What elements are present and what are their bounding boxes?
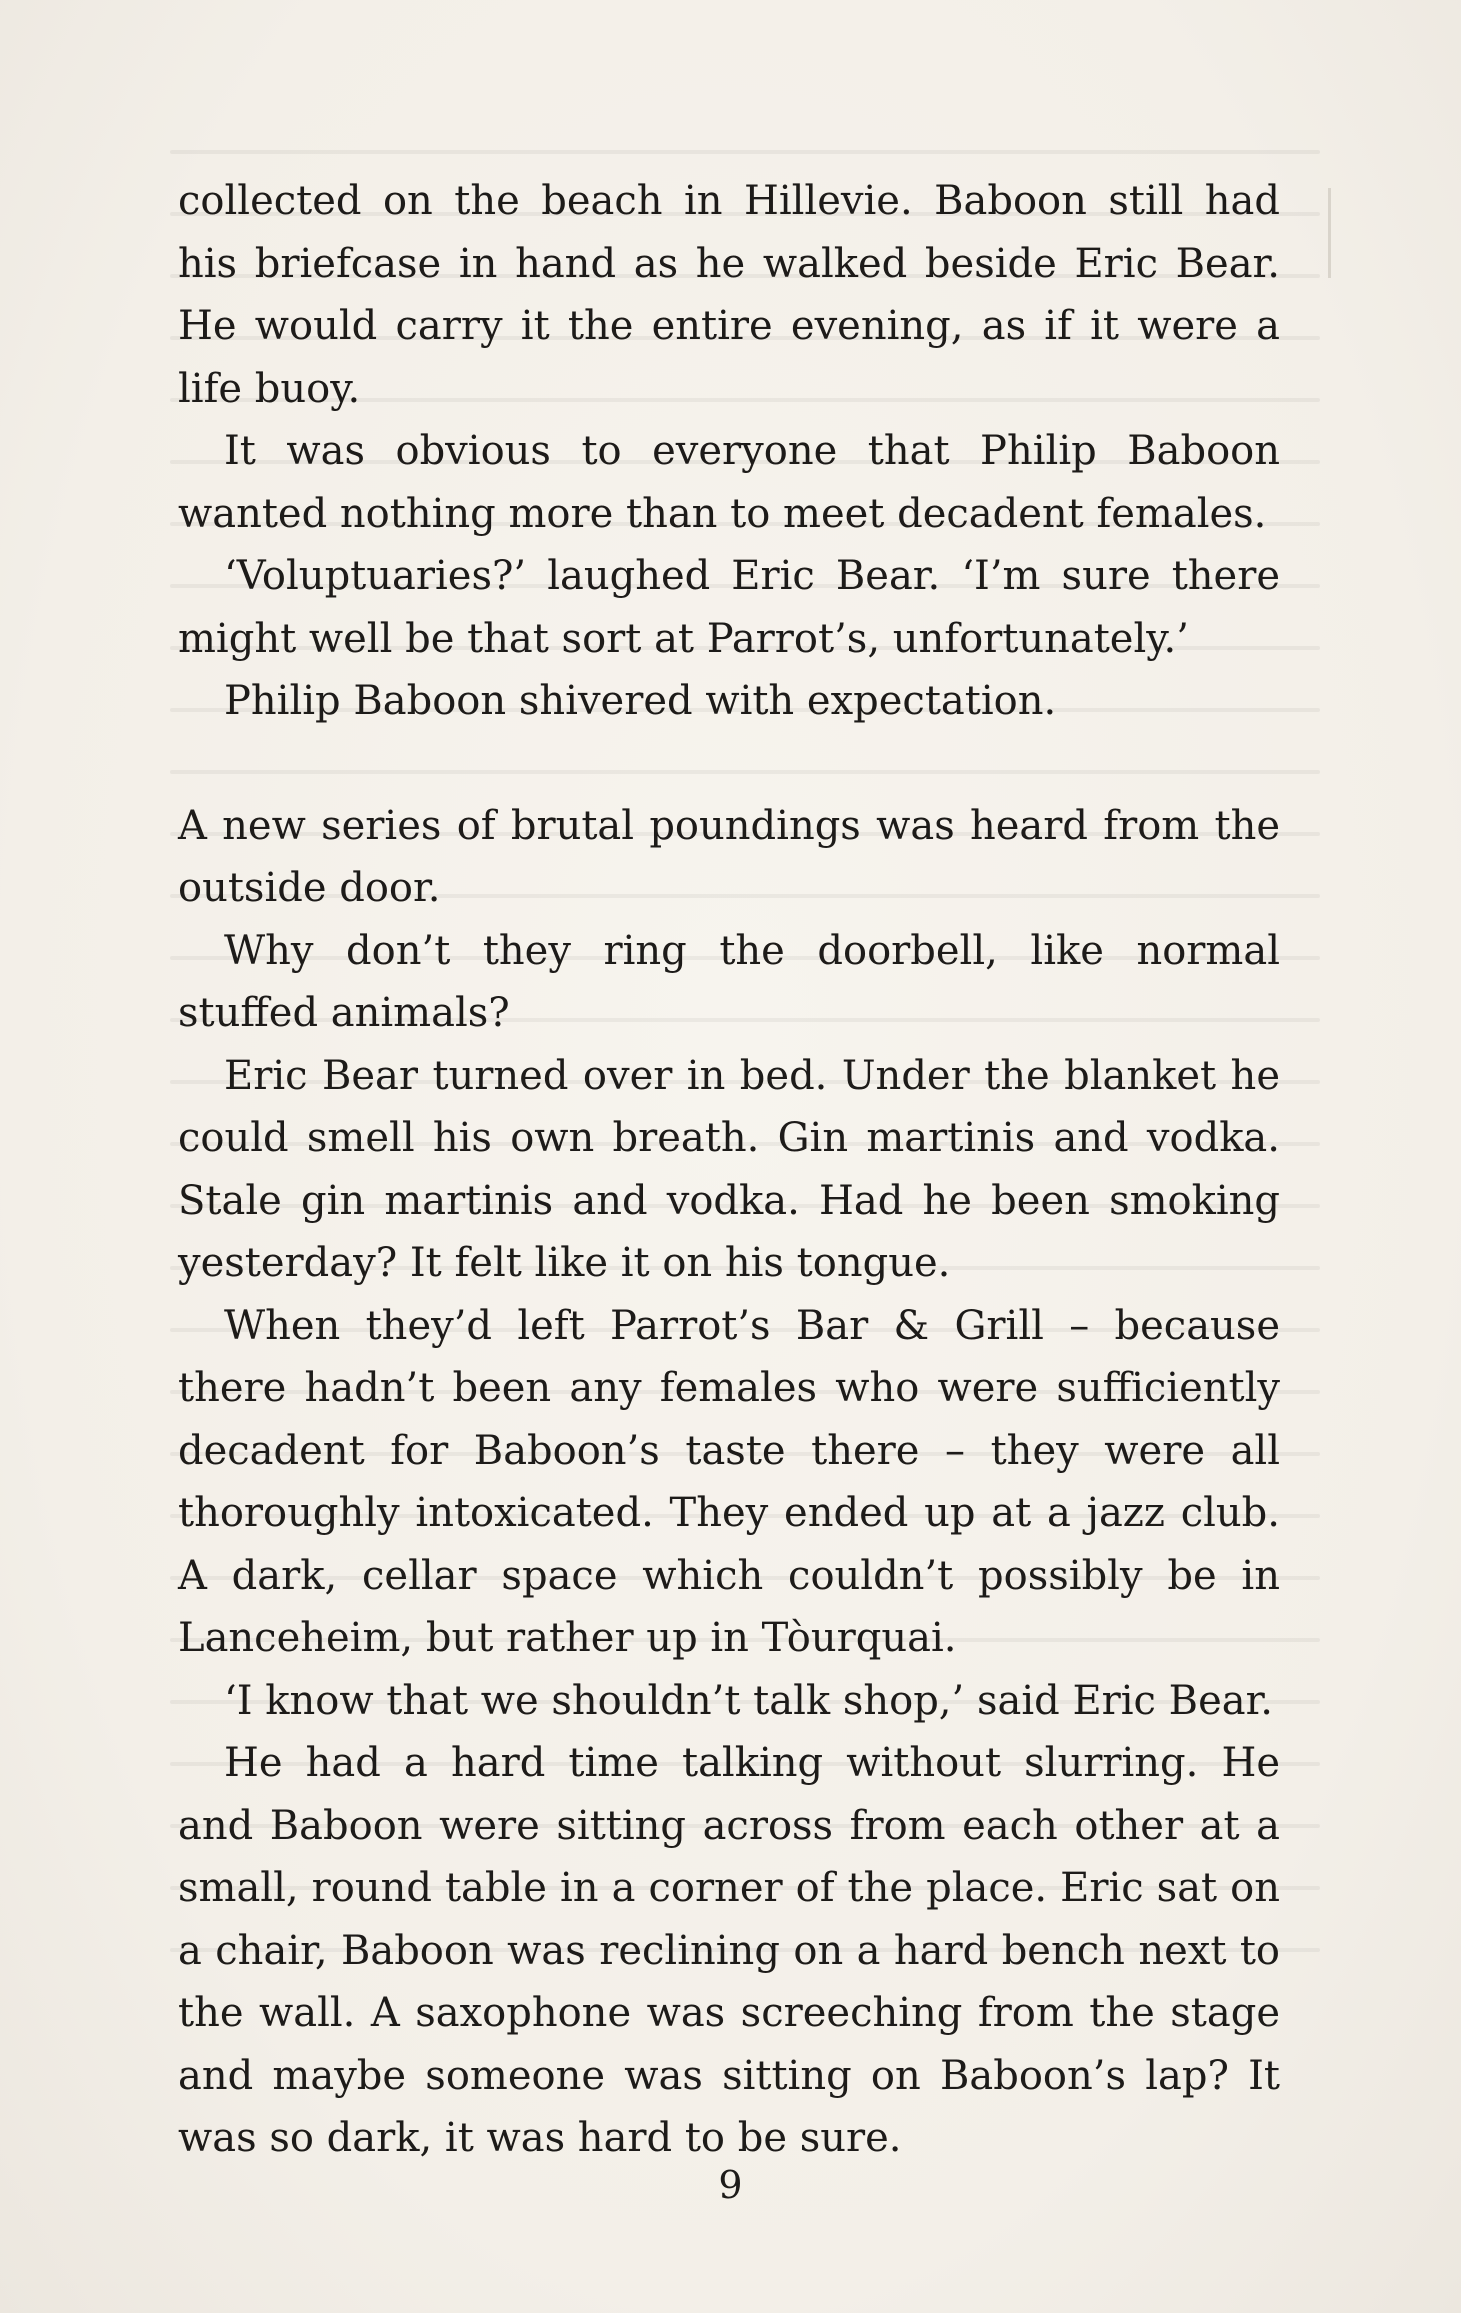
paragraph: Eric Bear turned over in bed. Under the blanket he could smell his own breath. Gin martinis and vodka. Stale gin martinis and vodka. Had he been smoking yesterday? It felt like it on his tongue. <box>178 1052 1280 1286</box>
paragraph: When they’d left Parrot’s Bar & Grill – because there hadn’t been any females who were sufficiently decadent for Baboon’s taste there – they were all thoroughly intoxicated. They ended up at a jazz club. A dark, cellar space which couldn’t possibly be in Lanceheim, but rather up in Tòurquai. <box>178 1302 1280 1661</box>
paragraph: collected on the beach in Hillevie. Baboon still had his briefcase in hand as he walked beside Eric Bear. He would carry it the entire evening, as if it were a life buoy. <box>178 178 1280 412</box>
page-number: 9 <box>718 2163 743 2207</box>
paragraph: Philip Baboon shivered with expectation. <box>224 678 1057 724</box>
paragraph: ‘Voluptuaries?’ laughed Eric Bear. ‘I’m sure there might well be that sort at Parrot’s, unfortunately.’ <box>178 553 1280 662</box>
paragraph: Why don’t they ring the doorbell, like normal stuffed animals? <box>178 927 1280 1036</box>
paragraph: He had a hard time talking without slurring. He and Baboon were sitting across from each other at a small, round table in a corner of the place. Eric sat on a chair, Baboon was reclining on a hard bench next to the wall. A saxophone was screeching from the stage and maybe someone was sitting on Baboon’s lap? It was so dark, it was hard to be sure. <box>178 1740 1280 2161</box>
body-text <box>178 170 1280 2170</box>
margin-mark <box>1328 188 1331 278</box>
paragraph-section-start: A new series of brutal poundings was heard from the outside door. <box>178 802 1280 911</box>
paragraph: It was obvious to everyone that Philip Baboon wanted nothing more than to meet decadent females. <box>178 428 1280 537</box>
paragraph: ‘I know that we shouldn’t talk shop,’ said Eric Bear. <box>224 1677 1274 1724</box>
